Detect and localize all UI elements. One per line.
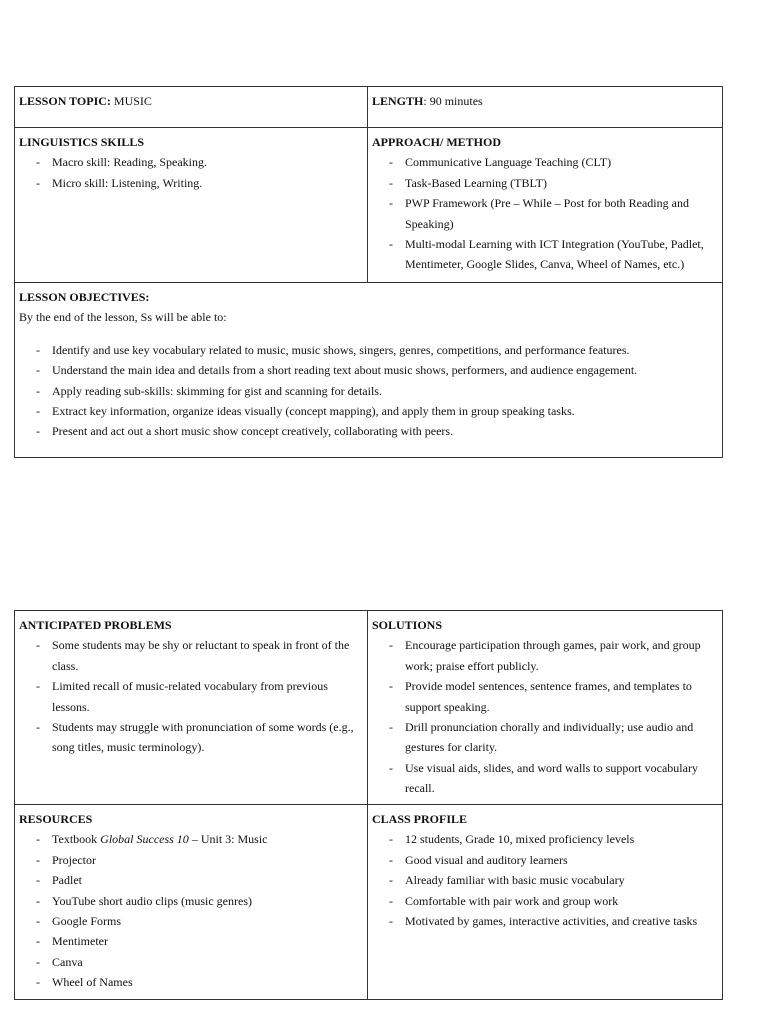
linguistics-skills-header: LINGUISTICS SKILLS xyxy=(19,135,145,149)
resources-header: RESOURCES xyxy=(19,812,93,826)
list-item: - Provide model sentences, sentence frames, and templates to support speaking. xyxy=(372,676,718,717)
list-item: - Extract key information, organize ideas visually (concept mapping), and apply them in group speaking tasks. xyxy=(19,401,718,421)
resources-list xyxy=(19,829,363,992)
class-profile-cell xyxy=(368,805,723,1000)
list-item: - Apply reading sub-skills: skimming for gist and scanning for details. xyxy=(19,381,718,401)
lesson-topic-cell xyxy=(15,87,368,128)
solutions-header: SOLUTIONS xyxy=(372,618,443,632)
anticipated-problems-header: ANTICIPATED PROBLEMS xyxy=(19,618,172,632)
list-item: - Limited recall of music-related vocabulary from previous lessons. xyxy=(19,676,363,717)
approach-method-list xyxy=(372,152,718,274)
list-item: - Present and act out a short music show concept creatively, collaborating with peers. xyxy=(19,421,718,441)
list-item xyxy=(19,829,363,849)
linguistics-skills-list xyxy=(19,152,363,193)
approach-method-cell xyxy=(368,128,723,283)
list-item: - PWP Framework (Pre – While – Post for both Reading and Speaking) xyxy=(372,193,718,234)
list-item: - 12 students, Grade 10, mixed proficiency levels xyxy=(372,829,718,849)
textbook-prefix: Textbook xyxy=(52,832,101,847)
textbook-suffix: – Unit 3: Music xyxy=(188,832,268,847)
anticipated-problems-cell xyxy=(15,611,368,805)
list-item: - Mentimeter xyxy=(19,931,363,951)
lesson-objectives-cell xyxy=(15,283,723,458)
anticipated-problems-list xyxy=(19,635,363,757)
class-profile-header: CLASS PROFILE xyxy=(372,812,468,826)
list-item: - Task-Based Learning (TBLT) xyxy=(372,173,718,193)
solutions-cell xyxy=(368,611,723,805)
list-item: - Motivated by games, interactive activities, and creative tasks xyxy=(372,911,718,931)
list-item: - Use visual aids, slides, and word walls to support vocabulary recall. xyxy=(372,758,718,799)
list-item: - Understand the main idea and details from a short reading text about music shows, performers, and audience engagement. xyxy=(19,360,718,380)
list-item: - Communicative Language Teaching (CLT) xyxy=(372,152,718,172)
list-item: - Some students may be shy or reluctant to speak in front of the class. xyxy=(19,635,363,676)
list-item: - Encourage participation through games, pair work, and group work; praise effort publicly. xyxy=(372,635,718,676)
list-item: - Comfortable with pair work and group work xyxy=(372,891,718,911)
list-item: - Multi-modal Learning with ICT Integration (YouTube, Padlet, Mentimeter, Google Slides, Canva, Wheel of Names, etc.) xyxy=(372,234,718,275)
solutions-list xyxy=(372,635,718,798)
length-value: : 90 minutes xyxy=(423,94,483,108)
list-item: - Already familiar with basic music vocabulary xyxy=(372,870,718,890)
class-profile-list xyxy=(372,829,718,931)
resources-cell xyxy=(15,805,368,1000)
list-item: - Wheel of Names xyxy=(19,972,363,992)
list-item: - Drill pronunciation chorally and individually; use audio and gestures for clarity. xyxy=(372,717,718,758)
lesson-topic-label: LESSON TOPIC: xyxy=(19,94,111,108)
list-item: - Padlet xyxy=(19,870,363,890)
length-cell xyxy=(368,87,723,128)
lesson-objectives-intro: By the end of the lesson, Ss will be able to: xyxy=(19,310,227,325)
list-item: - Micro skill: Listening, Writing. xyxy=(19,173,363,193)
lesson-objectives-list xyxy=(19,340,718,442)
list-item: - Projector xyxy=(19,850,363,870)
lesson-overview-table xyxy=(14,86,723,458)
linguistics-skills-cell xyxy=(15,128,368,283)
lesson-objectives-header: LESSON OBJECTIVES: xyxy=(19,290,150,304)
list-item: - Google Forms xyxy=(19,911,363,931)
list-item: - Macro skill: Reading, Speaking. xyxy=(19,152,363,172)
list-item: - YouTube short audio clips (music genres) xyxy=(19,891,363,911)
approach-method-header: APPROACH/ METHOD xyxy=(372,135,501,149)
lesson-topic-value: MUSIC xyxy=(110,94,152,108)
list-item: - Students may struggle with pronunciation of some words (e.g., song titles, music terminology). xyxy=(19,717,363,758)
list-item: - Good visual and auditory learners xyxy=(372,850,718,870)
length-label: LENGTH xyxy=(372,94,424,108)
list-item: - Identify and use key vocabulary related to music, music shows, singers, genres, competitions, and performance features. xyxy=(19,340,718,360)
textbook-title: Global Success 10 xyxy=(100,832,189,847)
lesson-planning-table xyxy=(14,610,723,1000)
list-item: - Canva xyxy=(19,952,363,972)
